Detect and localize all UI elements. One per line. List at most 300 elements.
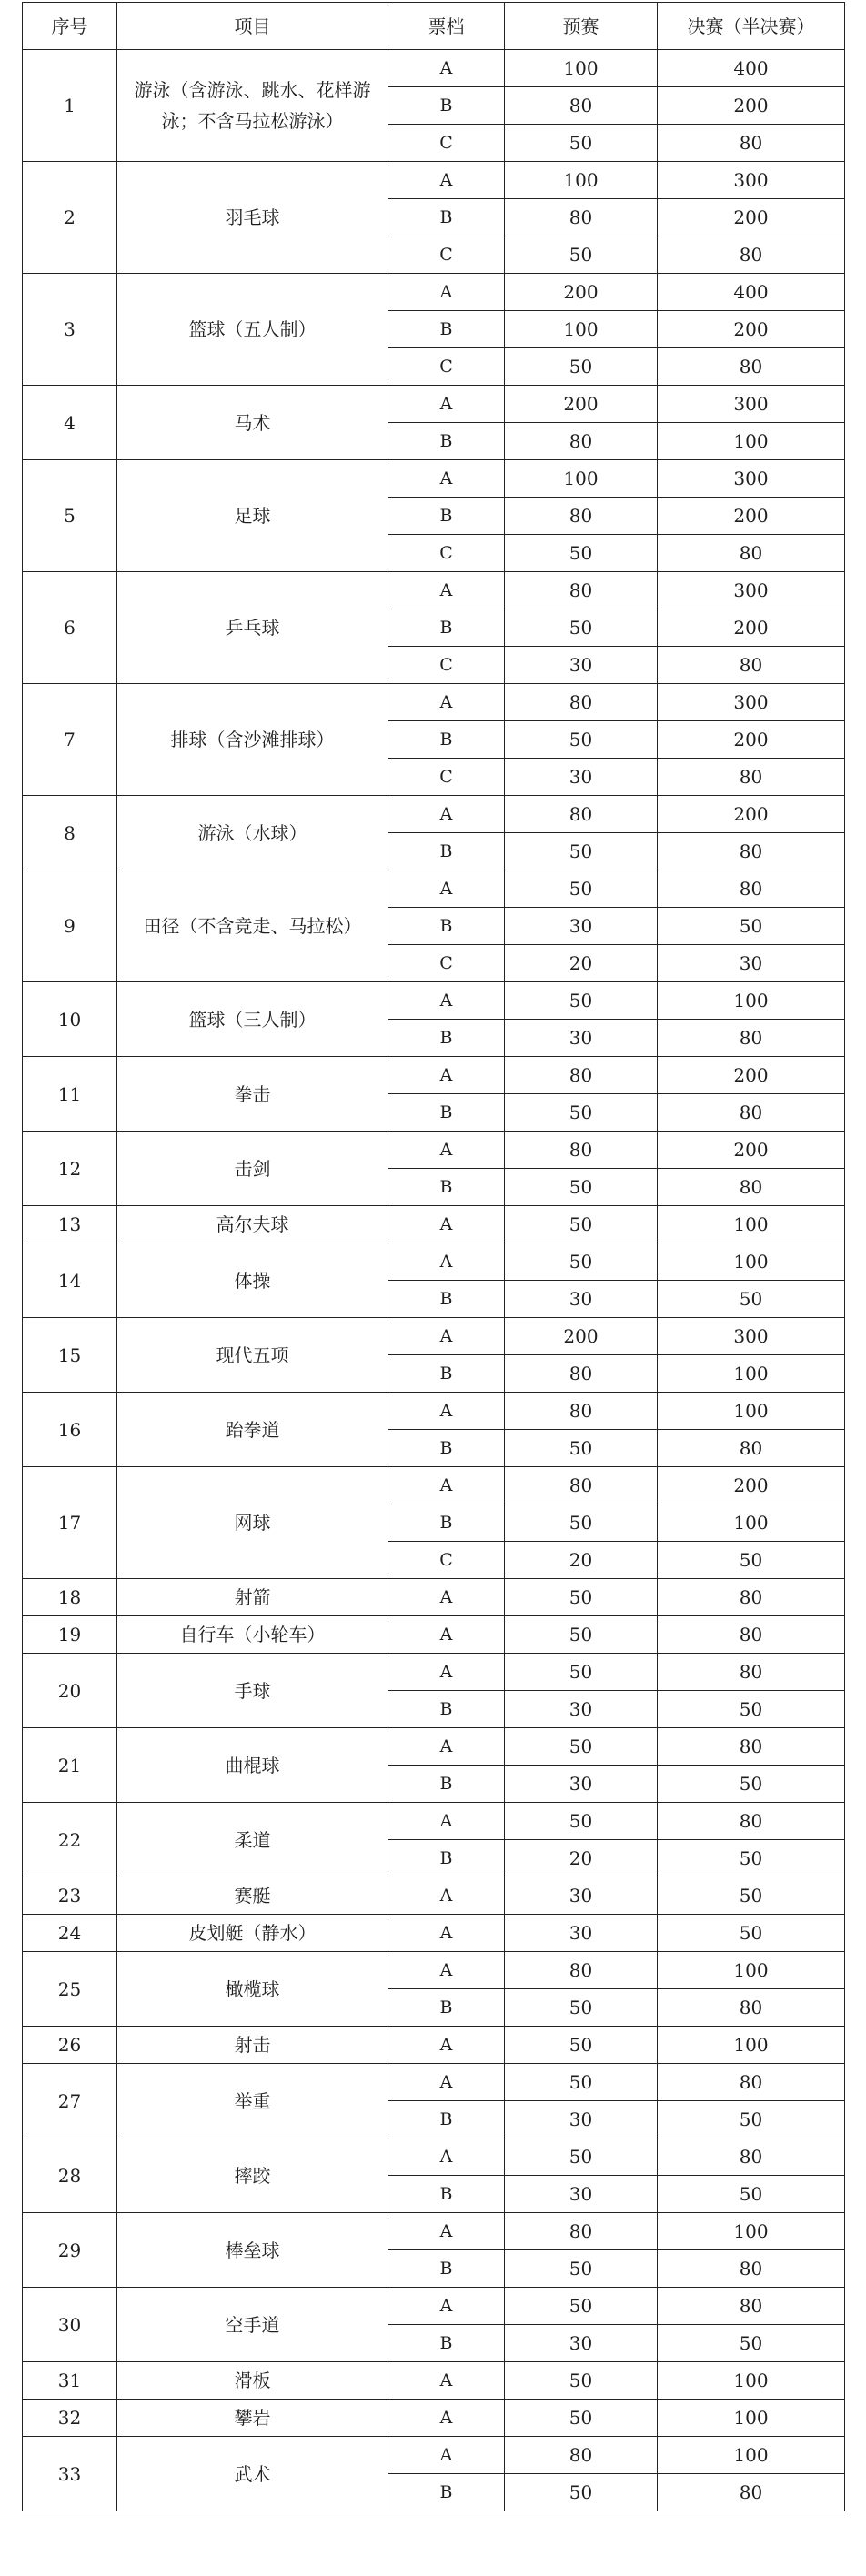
prelim-price-cell: 30 bbox=[505, 647, 658, 684]
prelim-price-cell: 50 bbox=[505, 1728, 658, 1766]
tier-cell: A bbox=[388, 1579, 505, 1616]
tier-cell: B bbox=[388, 311, 505, 348]
row-seq-cell: 6 bbox=[23, 572, 117, 684]
row-seq-cell: 17 bbox=[23, 1467, 117, 1579]
header-tier: 票档 bbox=[388, 3, 505, 50]
prelim-price-cell: 20 bbox=[505, 945, 658, 982]
table-row bbox=[23, 1318, 845, 1355]
tier-cell: B bbox=[388, 1355, 505, 1393]
final-price-cell: 80 bbox=[658, 125, 845, 162]
table-row bbox=[23, 2362, 845, 2400]
final-price-cell: 100 bbox=[658, 1206, 845, 1243]
final-price-cell: 80 bbox=[658, 1579, 845, 1616]
tier-cell: A bbox=[388, 2027, 505, 2064]
row-item-cell: 摔跤 bbox=[117, 2138, 388, 2213]
final-price-cell: 80 bbox=[658, 2288, 845, 2325]
header-seq: 序号 bbox=[23, 3, 117, 50]
ticket-price-table bbox=[22, 2, 845, 2511]
tier-cell: B bbox=[388, 1430, 505, 1467]
row-item-cell: 射箭 bbox=[117, 1579, 388, 1616]
row-seq-cell: 9 bbox=[23, 870, 117, 982]
final-price-cell: 80 bbox=[658, 1728, 845, 1766]
table-row bbox=[23, 1877, 845, 1915]
row-seq-cell: 18 bbox=[23, 1579, 117, 1616]
prelim-price-cell: 50 bbox=[505, 2138, 658, 2176]
prelim-price-cell: 20 bbox=[505, 1542, 658, 1579]
final-price-cell: 80 bbox=[658, 1169, 845, 1206]
table-row bbox=[23, 684, 845, 721]
table-row bbox=[23, 1915, 845, 1952]
tier-cell: A bbox=[388, 50, 505, 87]
final-price-cell: 100 bbox=[658, 2400, 845, 2437]
tier-cell: A bbox=[388, 1467, 505, 1504]
prelim-price-cell: 50 bbox=[505, 125, 658, 162]
final-price-cell: 400 bbox=[658, 50, 845, 87]
table-row bbox=[23, 1393, 845, 1430]
final-price-cell: 50 bbox=[658, 2101, 845, 2138]
row-seq-cell: 33 bbox=[23, 2437, 117, 2511]
prelim-price-cell: 50 bbox=[505, 1504, 658, 1542]
row-item-cell: 赛艇 bbox=[117, 1877, 388, 1915]
prelim-price-cell: 30 bbox=[505, 1691, 658, 1728]
row-seq-cell: 30 bbox=[23, 2288, 117, 2362]
row-item-cell: 橄榄球 bbox=[117, 1952, 388, 2027]
tier-cell: A bbox=[388, 1393, 505, 1430]
tier-cell: A bbox=[388, 1206, 505, 1243]
final-price-cell: 300 bbox=[658, 162, 845, 199]
tier-cell: C bbox=[388, 1542, 505, 1579]
row-item-cell: 拳击 bbox=[117, 1057, 388, 1132]
final-price-cell: 50 bbox=[658, 1542, 845, 1579]
final-price-cell: 80 bbox=[658, 759, 845, 796]
row-item-cell: 高尔夫球 bbox=[117, 1206, 388, 1243]
tier-cell: A bbox=[388, 1132, 505, 1169]
prelim-price-cell: 80 bbox=[505, 684, 658, 721]
tier-cell: B bbox=[388, 498, 505, 535]
tier-cell: A bbox=[388, 982, 505, 1020]
tier-cell: B bbox=[388, 2176, 505, 2213]
row-seq-cell: 27 bbox=[23, 2064, 117, 2138]
table-row bbox=[23, 162, 845, 199]
tier-cell: A bbox=[388, 1318, 505, 1355]
tier-cell: B bbox=[388, 1094, 505, 1132]
tier-cell: B bbox=[388, 833, 505, 870]
tier-cell: B bbox=[388, 2474, 505, 2511]
tier-cell: A bbox=[388, 1243, 505, 1281]
tier-cell: A bbox=[388, 2288, 505, 2325]
prelim-price-cell: 80 bbox=[505, 87, 658, 125]
tier-cell: A bbox=[388, 2400, 505, 2437]
table-row bbox=[23, 2288, 845, 2325]
final-price-cell: 100 bbox=[658, 2027, 845, 2064]
prelim-price-cell: 50 bbox=[505, 1579, 658, 1616]
tier-cell: B bbox=[388, 1989, 505, 2027]
prelim-price-cell: 80 bbox=[505, 498, 658, 535]
row-seq-cell: 21 bbox=[23, 1728, 117, 1803]
prelim-price-cell: 30 bbox=[505, 1020, 658, 1057]
tier-cell: A bbox=[388, 460, 505, 498]
final-price-cell: 300 bbox=[658, 1318, 845, 1355]
prelim-price-cell: 30 bbox=[505, 1877, 658, 1915]
row-item-cell: 攀岩 bbox=[117, 2400, 388, 2437]
table-row bbox=[23, 1057, 845, 1094]
row-item-cell: 举重 bbox=[117, 2064, 388, 2138]
row-item-cell: 足球 bbox=[117, 460, 388, 572]
prelim-price-cell: 30 bbox=[505, 2325, 658, 2362]
final-price-cell: 300 bbox=[658, 572, 845, 609]
row-item-cell: 滑板 bbox=[117, 2362, 388, 2400]
row-item-cell: 自行车（小轮车） bbox=[117, 1616, 388, 1654]
tier-cell: B bbox=[388, 423, 505, 460]
tier-cell: C bbox=[388, 236, 505, 274]
row-seq-cell: 20 bbox=[23, 1654, 117, 1728]
table-row bbox=[23, 2213, 845, 2250]
prelim-price-cell: 100 bbox=[505, 50, 658, 87]
final-price-cell: 100 bbox=[658, 2362, 845, 2400]
prelim-price-cell: 50 bbox=[505, 1206, 658, 1243]
final-price-cell: 200 bbox=[658, 796, 845, 833]
table-body bbox=[23, 50, 845, 2511]
tier-cell: B bbox=[388, 1504, 505, 1542]
row-seq-cell: 32 bbox=[23, 2400, 117, 2437]
prelim-price-cell: 200 bbox=[505, 274, 658, 311]
row-seq-cell: 5 bbox=[23, 460, 117, 572]
tier-cell: B bbox=[388, 2325, 505, 2362]
row-item-cell: 棒垒球 bbox=[117, 2213, 388, 2288]
final-price-cell: 80 bbox=[658, 870, 845, 908]
final-price-cell: 100 bbox=[658, 1504, 845, 1542]
row-seq-cell: 25 bbox=[23, 1952, 117, 2027]
prelim-price-cell: 30 bbox=[505, 2176, 658, 2213]
prelim-price-cell: 80 bbox=[505, 1355, 658, 1393]
tier-cell: B bbox=[388, 1020, 505, 1057]
table-row bbox=[23, 2400, 845, 2437]
row-seq-cell: 8 bbox=[23, 796, 117, 870]
row-seq-cell: 26 bbox=[23, 2027, 117, 2064]
table-row bbox=[23, 1579, 845, 1616]
tier-cell: B bbox=[388, 721, 505, 759]
final-price-cell: 80 bbox=[658, 236, 845, 274]
final-price-cell: 100 bbox=[658, 1952, 845, 1989]
tier-cell: A bbox=[388, 1803, 505, 1840]
tier-cell: B bbox=[388, 1169, 505, 1206]
final-price-cell: 300 bbox=[658, 386, 845, 423]
row-item-cell: 现代五项 bbox=[117, 1318, 388, 1393]
final-price-cell: 200 bbox=[658, 199, 845, 236]
prelim-price-cell: 50 bbox=[505, 2064, 658, 2101]
tier-cell: A bbox=[388, 1057, 505, 1094]
tier-cell: A bbox=[388, 1728, 505, 1766]
prelim-price-cell: 50 bbox=[505, 1989, 658, 2027]
prelim-price-cell: 50 bbox=[505, 2474, 658, 2511]
row-item-cell: 篮球（五人制） bbox=[117, 274, 388, 386]
tier-cell: B bbox=[388, 1840, 505, 1877]
table-row bbox=[23, 1206, 845, 1243]
table-row bbox=[23, 1803, 845, 1840]
tier-cell: B bbox=[388, 87, 505, 125]
final-price-cell: 100 bbox=[658, 1355, 845, 1393]
row-seq-cell: 11 bbox=[23, 1057, 117, 1132]
table-row bbox=[23, 2027, 845, 2064]
row-seq-cell: 19 bbox=[23, 1616, 117, 1654]
final-price-cell: 50 bbox=[658, 1840, 845, 1877]
tier-cell: B bbox=[388, 2101, 505, 2138]
prelim-price-cell: 50 bbox=[505, 1430, 658, 1467]
final-price-cell: 80 bbox=[658, 1616, 845, 1654]
row-item-cell: 体操 bbox=[117, 1243, 388, 1318]
table-row bbox=[23, 796, 845, 833]
tier-cell: A bbox=[388, 2362, 505, 2400]
tier-cell: C bbox=[388, 759, 505, 796]
prelim-price-cell: 50 bbox=[505, 1094, 658, 1132]
table-row bbox=[23, 50, 845, 87]
final-price-cell: 50 bbox=[658, 1281, 845, 1318]
final-price-cell: 100 bbox=[658, 1243, 845, 1281]
row-item-cell: 田径（不含竞走、马拉松） bbox=[117, 870, 388, 982]
final-price-cell: 50 bbox=[658, 908, 845, 945]
row-item-cell: 跆拳道 bbox=[117, 1393, 388, 1467]
tier-cell: A bbox=[388, 796, 505, 833]
final-price-cell: 200 bbox=[658, 311, 845, 348]
row-seq-cell: 2 bbox=[23, 162, 117, 274]
row-seq-cell: 7 bbox=[23, 684, 117, 796]
prelim-price-cell: 50 bbox=[505, 1243, 658, 1281]
prelim-price-cell: 80 bbox=[505, 1132, 658, 1169]
tier-cell: C bbox=[388, 535, 505, 572]
final-price-cell: 80 bbox=[658, 1020, 845, 1057]
row-seq-cell: 14 bbox=[23, 1243, 117, 1318]
prelim-price-cell: 80 bbox=[505, 1952, 658, 1989]
row-seq-cell: 1 bbox=[23, 50, 117, 162]
tier-cell: B bbox=[388, 2250, 505, 2288]
table-row bbox=[23, 1952, 845, 1989]
table-row bbox=[23, 572, 845, 609]
final-price-cell: 100 bbox=[658, 982, 845, 1020]
final-price-cell: 80 bbox=[658, 1803, 845, 1840]
final-price-cell: 30 bbox=[658, 945, 845, 982]
tier-cell: C bbox=[388, 945, 505, 982]
final-price-cell: 200 bbox=[658, 1132, 845, 1169]
final-price-cell: 200 bbox=[658, 87, 845, 125]
tier-cell: B bbox=[388, 1281, 505, 1318]
tier-cell: A bbox=[388, 572, 505, 609]
tier-cell: A bbox=[388, 1654, 505, 1691]
prelim-price-cell: 50 bbox=[505, 833, 658, 870]
row-seq-cell: 29 bbox=[23, 2213, 117, 2288]
final-price-cell: 50 bbox=[658, 1766, 845, 1803]
final-price-cell: 200 bbox=[658, 721, 845, 759]
prelim-price-cell: 80 bbox=[505, 572, 658, 609]
header-final: 决赛（半决赛） bbox=[658, 3, 845, 50]
row-seq-cell: 10 bbox=[23, 982, 117, 1057]
prelim-price-cell: 80 bbox=[505, 423, 658, 460]
row-seq-cell: 4 bbox=[23, 386, 117, 460]
prelim-price-cell: 50 bbox=[505, 2288, 658, 2325]
table-row bbox=[23, 274, 845, 311]
prelim-price-cell: 50 bbox=[505, 2250, 658, 2288]
final-price-cell: 80 bbox=[658, 833, 845, 870]
final-price-cell: 80 bbox=[658, 2064, 845, 2101]
tier-cell: A bbox=[388, 386, 505, 423]
final-price-cell: 80 bbox=[658, 2138, 845, 2176]
table-row bbox=[23, 460, 845, 498]
final-price-cell: 200 bbox=[658, 498, 845, 535]
prelim-price-cell: 100 bbox=[505, 311, 658, 348]
tier-cell: B bbox=[388, 1691, 505, 1728]
prelim-price-cell: 50 bbox=[505, 2362, 658, 2400]
row-item-cell: 曲棍球 bbox=[117, 1728, 388, 1803]
final-price-cell: 300 bbox=[658, 460, 845, 498]
final-price-cell: 100 bbox=[658, 2213, 845, 2250]
row-seq-cell: 15 bbox=[23, 1318, 117, 1393]
final-price-cell: 80 bbox=[658, 1430, 845, 1467]
table-row bbox=[23, 1654, 845, 1691]
final-price-cell: 50 bbox=[658, 1691, 845, 1728]
final-price-cell: 300 bbox=[658, 684, 845, 721]
row-seq-cell: 3 bbox=[23, 274, 117, 386]
prelim-price-cell: 50 bbox=[505, 609, 658, 647]
final-price-cell: 100 bbox=[658, 1393, 845, 1430]
prelim-price-cell: 100 bbox=[505, 162, 658, 199]
row-item-cell: 击剑 bbox=[117, 1132, 388, 1206]
tier-cell: A bbox=[388, 2064, 505, 2101]
final-price-cell: 100 bbox=[658, 2437, 845, 2474]
tier-cell: A bbox=[388, 162, 505, 199]
row-seq-cell: 12 bbox=[23, 1132, 117, 1206]
prelim-price-cell: 50 bbox=[505, 2027, 658, 2064]
tier-cell: A bbox=[388, 1616, 505, 1654]
row-item-cell: 射击 bbox=[117, 2027, 388, 2064]
prelim-price-cell: 30 bbox=[505, 759, 658, 796]
final-price-cell: 80 bbox=[658, 2250, 845, 2288]
tier-cell: C bbox=[388, 125, 505, 162]
table-row bbox=[23, 1467, 845, 1504]
prelim-price-cell: 30 bbox=[505, 1766, 658, 1803]
prelim-price-cell: 80 bbox=[505, 1393, 658, 1430]
table-row bbox=[23, 1728, 845, 1766]
prelim-price-cell: 80 bbox=[505, 2437, 658, 2474]
table-row bbox=[23, 1616, 845, 1654]
table-row bbox=[23, 2138, 845, 2176]
row-seq-cell: 31 bbox=[23, 2362, 117, 2400]
header-item: 项目 bbox=[117, 3, 388, 50]
tier-cell: A bbox=[388, 1877, 505, 1915]
final-price-cell: 200 bbox=[658, 609, 845, 647]
tier-cell: A bbox=[388, 1952, 505, 1989]
tier-cell: B bbox=[388, 908, 505, 945]
prelim-price-cell: 50 bbox=[505, 348, 658, 386]
row-item-cell: 篮球（三人制） bbox=[117, 982, 388, 1057]
row-item-cell: 游泳（含游泳、跳水、花样游泳；不含马拉松游泳） bbox=[117, 50, 388, 162]
final-price-cell: 100 bbox=[658, 423, 845, 460]
row-seq-cell: 16 bbox=[23, 1393, 117, 1467]
row-item-cell: 网球 bbox=[117, 1467, 388, 1579]
tier-cell: A bbox=[388, 1915, 505, 1952]
final-price-cell: 80 bbox=[658, 647, 845, 684]
table-row bbox=[23, 1132, 845, 1169]
final-price-cell: 50 bbox=[658, 1915, 845, 1952]
table-row bbox=[23, 982, 845, 1020]
tier-cell: C bbox=[388, 647, 505, 684]
prelim-price-cell: 50 bbox=[505, 535, 658, 572]
prelim-price-cell: 200 bbox=[505, 1318, 658, 1355]
final-price-cell: 200 bbox=[658, 1057, 845, 1094]
row-item-cell: 空手道 bbox=[117, 2288, 388, 2362]
row-item-cell: 皮划艇（静水） bbox=[117, 1915, 388, 1952]
final-price-cell: 50 bbox=[658, 1877, 845, 1915]
tier-cell: C bbox=[388, 348, 505, 386]
tier-cell: A bbox=[388, 2437, 505, 2474]
prelim-price-cell: 80 bbox=[505, 1467, 658, 1504]
final-price-cell: 80 bbox=[658, 1989, 845, 2027]
prelim-price-cell: 30 bbox=[505, 1281, 658, 1318]
final-price-cell: 80 bbox=[658, 1654, 845, 1691]
header-row bbox=[23, 3, 845, 50]
prelim-price-cell: 30 bbox=[505, 908, 658, 945]
row-seq-cell: 22 bbox=[23, 1803, 117, 1877]
row-item-cell: 武术 bbox=[117, 2437, 388, 2511]
table-row bbox=[23, 386, 845, 423]
final-price-cell: 80 bbox=[658, 2474, 845, 2511]
prelim-price-cell: 30 bbox=[505, 2101, 658, 2138]
prelim-price-cell: 50 bbox=[505, 1803, 658, 1840]
prelim-price-cell: 50 bbox=[505, 1169, 658, 1206]
row-item-cell: 柔道 bbox=[117, 1803, 388, 1877]
final-price-cell: 200 bbox=[658, 1467, 845, 1504]
prelim-price-cell: 50 bbox=[505, 1616, 658, 1654]
prelim-price-cell: 80 bbox=[505, 796, 658, 833]
prelim-price-cell: 50 bbox=[505, 2400, 658, 2437]
row-seq-cell: 23 bbox=[23, 1877, 117, 1915]
prelim-price-cell: 50 bbox=[505, 870, 658, 908]
row-item-cell: 羽毛球 bbox=[117, 162, 388, 274]
prelim-price-cell: 50 bbox=[505, 721, 658, 759]
prelim-price-cell: 50 bbox=[505, 1654, 658, 1691]
final-price-cell: 50 bbox=[658, 2325, 845, 2362]
prelim-price-cell: 20 bbox=[505, 1840, 658, 1877]
tier-cell: B bbox=[388, 609, 505, 647]
final-price-cell: 50 bbox=[658, 2176, 845, 2213]
row-item-cell: 游泳（水球） bbox=[117, 796, 388, 870]
tier-cell: A bbox=[388, 684, 505, 721]
row-item-cell: 马术 bbox=[117, 386, 388, 460]
tier-cell: B bbox=[388, 199, 505, 236]
row-seq-cell: 24 bbox=[23, 1915, 117, 1952]
prelim-price-cell: 80 bbox=[505, 1057, 658, 1094]
final-price-cell: 400 bbox=[658, 274, 845, 311]
final-price-cell: 80 bbox=[658, 1094, 845, 1132]
row-seq-cell: 28 bbox=[23, 2138, 117, 2213]
table-row bbox=[23, 1243, 845, 1281]
final-price-cell: 80 bbox=[658, 348, 845, 386]
tier-cell: A bbox=[388, 870, 505, 908]
table-row bbox=[23, 2437, 845, 2474]
table-row bbox=[23, 870, 845, 908]
row-seq-cell: 13 bbox=[23, 1206, 117, 1243]
prelim-price-cell: 100 bbox=[505, 460, 658, 498]
header-prelim: 预赛 bbox=[505, 3, 658, 50]
tier-cell: A bbox=[388, 274, 505, 311]
prelim-price-cell: 80 bbox=[505, 2213, 658, 2250]
prelim-price-cell: 50 bbox=[505, 982, 658, 1020]
prelim-price-cell: 30 bbox=[505, 1915, 658, 1952]
tier-cell: A bbox=[388, 2213, 505, 2250]
final-price-cell: 80 bbox=[658, 535, 845, 572]
row-item-cell: 排球（含沙滩排球） bbox=[117, 684, 388, 796]
prelim-price-cell: 200 bbox=[505, 386, 658, 423]
tier-cell: A bbox=[388, 2138, 505, 2176]
table-header bbox=[23, 3, 845, 50]
